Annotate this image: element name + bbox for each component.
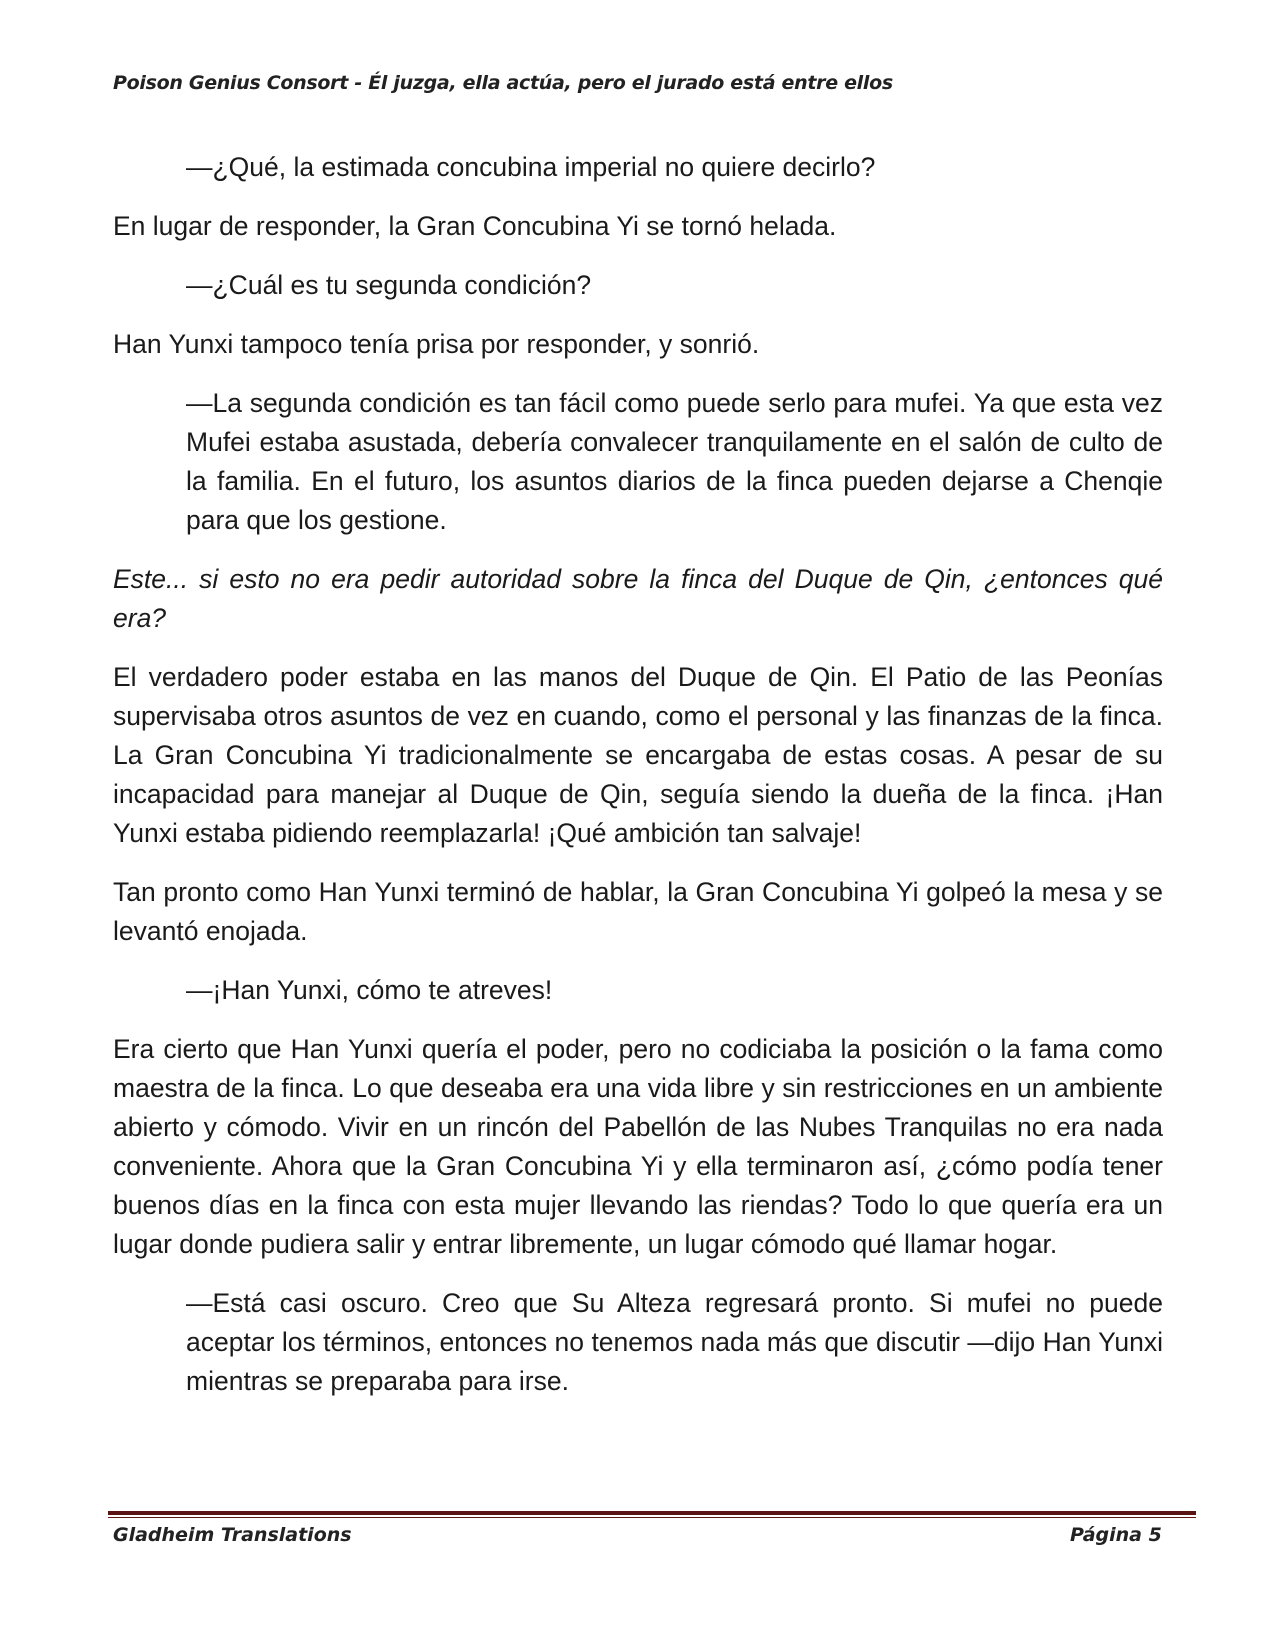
paragraph-italic: Este... si esto no era pedir autoridad sobre la finca del Duque de Qin, ¿entonces qué era? <box>113 564 1163 633</box>
paragraph-dialogue: —Está casi oscuro. Creo que Su Alteza regresará pronto. Si mufei no puede aceptar los términos, entonces no tenemos nada más que discutir —dijo Han Yunxi mientras se preparaba para irse. <box>186 1288 1163 1396</box>
paragraph: En lugar de responder, la Gran Concubina Yi se tornó helada. <box>113 211 837 241</box>
paragraph: Era cierto que Han Yunxi quería el poder, pero no codiciaba la posición o la fama como maestra de la finca. Lo que deseaba era una vida libre y sin restricciones en un ambiente abierto y cómodo. Vivir en un rincón del Pabellón de las Nubes Tranquilas no era nada conveniente. Ahora que la Gran Concubina Yi y ella terminaron así, ¿cómo podía tener buenos días en la finca con esta mujer llevando las riendas? Todo lo que quería era un lugar donde pudiera salir y entrar libremente, un lugar cómodo qué llamar hogar. <box>113 1034 1163 1259</box>
footer-publisher: Gladheim Translations <box>113 1524 352 1546</box>
paragraph: Tan pronto como Han Yunxi terminó de hablar, la Gran Concubina Yi golpeó la mesa y se levantó enojada. <box>113 877 1163 946</box>
paragraph-dialogue: —¿Cuál es tu segunda condición? <box>186 270 592 300</box>
page-header: Poison Genius Consort - Él juzga, ella actúa, pero el jurado está entre ellos <box>113 72 893 94</box>
paragraph-dialogue: —¡Han Yunxi, cómo te atreves! <box>186 975 553 1005</box>
paragraph-dialogue: —¿Qué, la estimada concubina imperial no quiere decirlo? <box>186 152 876 182</box>
paragraph-dialogue: —La segunda condición es tan fácil como puede serlo para mufei. Ya que esta vez Mufei estaba asustada, debería convalecer tranquilamente en el salón de culto de la familia. En el futuro, los asuntos diarios de la finca pueden dejarse a Chenqie para que los gestione. <box>186 388 1163 535</box>
footer-divider <box>108 1511 1196 1518</box>
paragraph: Han Yunxi tampoco tenía prisa por responder, y sonrió. <box>113 329 760 359</box>
paragraph: El verdadero poder estaba en las manos del Duque de Qin. El Patio de las Peonías supervisaba otros asuntos de vez en cuando, como el personal y las finanzas de la finca. La Gran Concubina Yi tradicionalmente se encargaba de estas cosas. A pesar de su incapacidad para manejar al Duque de Qin, seguía siendo la dueña de la finca. ¡Han Yunxi estaba pidiendo reemplazarla! ¡Qué ambición tan salvaje! <box>113 662 1163 848</box>
page-body <box>113 148 1163 1421</box>
page-number: Página 5 <box>1070 1524 1162 1546</box>
